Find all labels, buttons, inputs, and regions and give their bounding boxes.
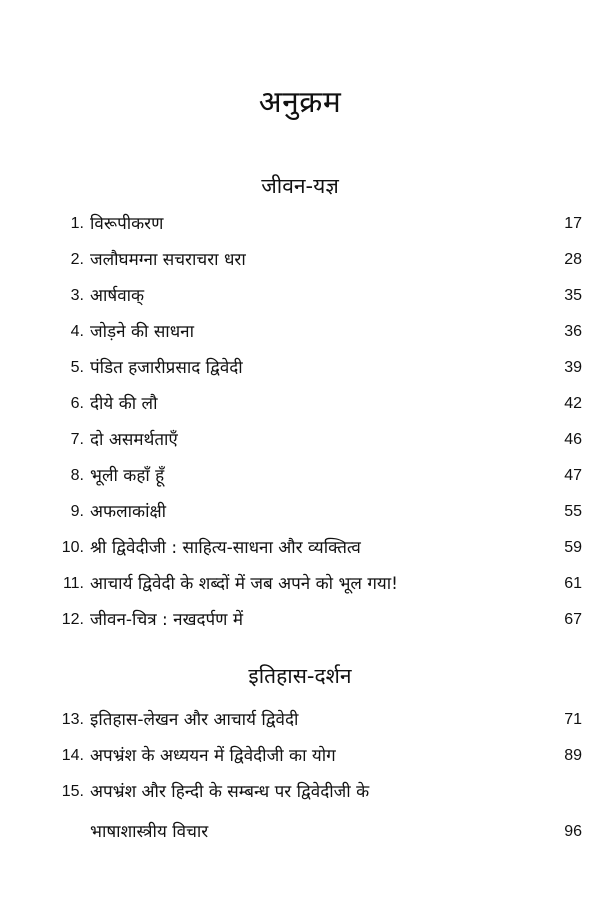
entry-title: आचार्य द्विवेदी के शब्दों में जब अपने को भूल गया! bbox=[90, 574, 398, 594]
toc-entry[interactable] bbox=[0, 386, 600, 422]
entry-number: 15. bbox=[61, 783, 84, 800]
entry-page: 28 bbox=[564, 251, 582, 268]
entry-page: 36 bbox=[564, 323, 582, 340]
toc-entry[interactable] bbox=[0, 602, 600, 638]
entry-number: 8. bbox=[70, 467, 84, 484]
toc-entry[interactable] bbox=[0, 422, 600, 458]
toc-list-section-2 bbox=[0, 702, 600, 854]
entry-title: आर्षवाक् bbox=[90, 286, 145, 306]
entry-page: 46 bbox=[564, 431, 582, 448]
entry-number: 4. bbox=[70, 323, 84, 340]
toc-entry[interactable] bbox=[0, 242, 600, 278]
entry-title: दीये की लौ bbox=[90, 394, 158, 414]
toc-entry[interactable] bbox=[0, 350, 600, 386]
entry-number: 5. bbox=[70, 359, 84, 376]
entry-number: 10. bbox=[61, 539, 84, 556]
entry-number: 7. bbox=[70, 431, 84, 448]
page-title: अनुक्रम bbox=[258, 85, 342, 120]
entry-number: 14. bbox=[61, 747, 84, 764]
entry-title: विरूपीकरण bbox=[90, 214, 164, 234]
entry-number: 1. bbox=[70, 215, 84, 232]
entry-number: 13. bbox=[61, 711, 84, 728]
section-title-jeevan-yagya: जीवन-यज्ञ bbox=[261, 174, 339, 198]
toc-entry[interactable] bbox=[0, 774, 600, 854]
toc-entry[interactable] bbox=[0, 738, 600, 774]
entry-number: 6. bbox=[70, 395, 84, 412]
toc-entry[interactable] bbox=[0, 314, 600, 350]
entry-page: 71 bbox=[564, 711, 582, 728]
toc-entry[interactable] bbox=[0, 566, 600, 602]
entry-title: पंडित हजारीप्रसाद द्विवेदी bbox=[90, 358, 243, 378]
entry-page: 67 bbox=[564, 611, 582, 628]
entry-number: 2. bbox=[70, 251, 84, 268]
entry-title: जोड़ने की साधना bbox=[90, 322, 195, 342]
entry-number: 12. bbox=[61, 611, 84, 628]
toc-entry[interactable] bbox=[0, 494, 600, 530]
section-title-itihas-darshan: इतिहास-दर्शन bbox=[248, 664, 352, 688]
entry-number: 11. bbox=[62, 575, 84, 592]
entry-page: 55 bbox=[564, 503, 582, 520]
toc-list-section-1 bbox=[0, 206, 600, 638]
entry-title-line-1: अपभ्रंश और हिन्दी के सम्बन्ध पर द्विवेदीजी के bbox=[90, 782, 370, 802]
toc-entry[interactable] bbox=[0, 702, 600, 738]
entry-page: 39 bbox=[564, 359, 582, 376]
entry-page: 17 bbox=[564, 215, 582, 232]
entry-title: अपभ्रंश के अध्ययन में द्विवेदीजी का योग bbox=[90, 746, 336, 766]
toc-entry[interactable] bbox=[0, 458, 600, 494]
entry-title: जलौघमग्ना सचराचरा धरा bbox=[90, 250, 246, 270]
entry-page: 61 bbox=[564, 575, 582, 592]
entry-page: 42 bbox=[564, 395, 582, 412]
entry-title: दो असमर्थताएँ bbox=[90, 430, 178, 450]
entry-title: इतिहास-लेखन और आचार्य द्विवेदी bbox=[90, 710, 299, 730]
toc-entry[interactable] bbox=[0, 278, 600, 314]
entry-page: 96 bbox=[564, 823, 582, 840]
entry-page: 89 bbox=[564, 747, 582, 764]
toc-entry[interactable] bbox=[0, 530, 600, 566]
entry-title: श्री द्विवेदीजी : साहित्य-साधना और व्यक्तित्व bbox=[90, 538, 361, 558]
entry-page: 47 bbox=[564, 467, 582, 484]
entry-title: जीवन-चित्र : नखदर्पण में bbox=[90, 610, 244, 630]
toc-entry[interactable] bbox=[0, 206, 600, 242]
entry-number: 3. bbox=[70, 287, 84, 304]
entry-title: अफलाकांक्षी bbox=[90, 502, 167, 522]
entry-page: 35 bbox=[564, 287, 582, 304]
entry-page: 59 bbox=[564, 539, 582, 556]
entry-title-line-2: भाषाशास्त्रीय विचार bbox=[90, 822, 209, 842]
entry-title: भूली कहाँ हूँ bbox=[90, 466, 165, 486]
entry-number: 9. bbox=[70, 503, 84, 520]
